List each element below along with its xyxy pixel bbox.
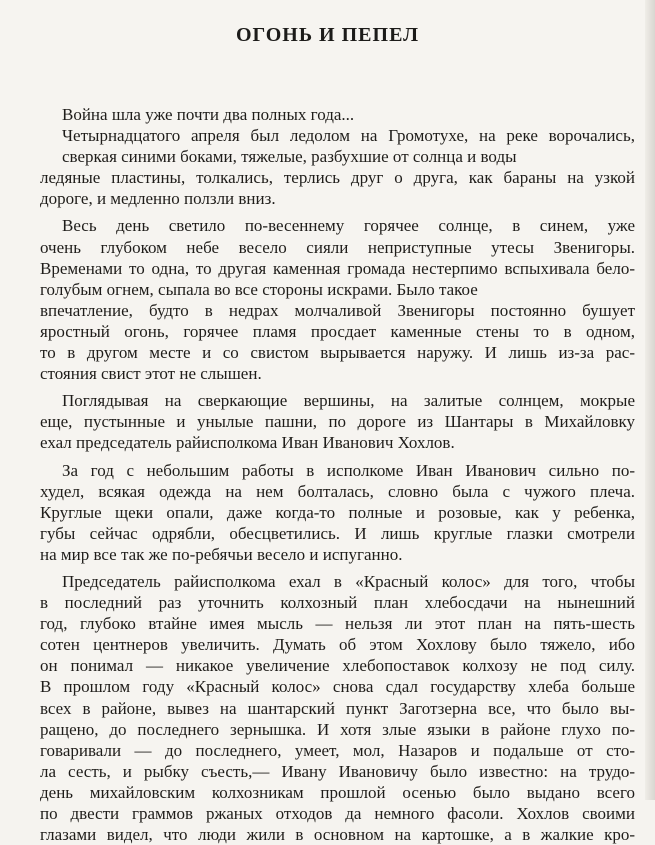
text-line: Круглые щеки опали, даже когда-то полные и розовые, как у ребенка, xyxy=(40,502,635,522)
text-line: ехал председатель райисполкома Иван Иванович Хохлов. xyxy=(40,433,455,453)
text-line: Председатель райисполкома ехал в «Красный колос» для того, чтобы xyxy=(62,571,635,591)
text-line: ла сесть, и рыбку съесть,— Ивану Ивановичу было известно: на трудо- xyxy=(40,761,635,781)
text-line: Война шла уже почти два полных года... xyxy=(62,105,355,124)
chapter-title: ОГОНЬ И ПЕПЕЛ xyxy=(235,24,420,46)
text-line: За год с небольшим работы в исполкоме Иван Иванович сильно по- xyxy=(62,460,635,480)
text-line: дороге, и медленно ползли вниз. xyxy=(40,189,276,209)
chapter-body-text xyxy=(40,104,635,845)
text-line: говаривали — до последнего, умеет, мол, Назаров и подальше от сто- xyxy=(40,740,635,760)
text-line: впечатление, будто в недрах молчаливой Звенигоры постоянно бушует xyxy=(40,300,635,320)
text-line: худел, всякая одежда на нем болталась, словно была с чужого плеча. xyxy=(40,481,635,501)
text-line: год, глубоко втайне имея мысль — нельзя ли этот план на пять-шесть xyxy=(40,614,635,634)
text-line: по двести граммов ржаных отходов да немного фасоли. Хохлов своими xyxy=(40,804,635,823)
text-line: яростный огонь, горячее пламя просдает каменные стены то в одном, xyxy=(40,321,635,341)
text-line: губы сейчас одрябли, обесцветились. И лишь круглые глазки смотрели xyxy=(40,523,635,543)
text-line: день михайловским колхозникам прошлой осенью было выдано всего xyxy=(40,782,635,802)
text-line: Поглядывая на сверкающие вершины, на залитые солнцем, мокрые xyxy=(62,391,635,411)
text-line: В прошлом году «Красный колос» снова сдал государству хлеба больше xyxy=(40,677,635,697)
text-line: всех в районе, вывез на шантарский пункт Заготзерна все, что было вы- xyxy=(40,698,635,718)
text-line: в последний раз уточнить колхозный план хлебосдачи на нынешний xyxy=(40,593,635,613)
text-line: то в другом месте и со свистом вырывается наружу. И лишь из-за рас- xyxy=(40,343,635,363)
text-line: ледяные пластины, толкались, терлись друг о друга, как бараны на узкой xyxy=(40,168,635,188)
text-line: очень глубоком небе весело сияли неприступные утесы Звенигоры. xyxy=(40,237,635,257)
text-line: глазами видел, что люди жили в основном на картошке, а в жалкие кро- xyxy=(40,825,635,845)
scan-edge-shadow xyxy=(645,0,655,800)
text-line: Четырнадцатого апреля был ледолом на Громотухе, на реке ворочались, сверкая синими боками, тяжелые, разбухшие от солнца и воды xyxy=(62,126,635,167)
text-line: ращено, до последнего зернышка. И хотя злые языки в районе глухо по- xyxy=(40,719,635,739)
text-line: на мир все так же по-ребячьи весело и испуганно. xyxy=(40,544,403,564)
text-line: стояния свист этот не слышен. xyxy=(40,364,262,384)
text-line: Весь день светило по-весеннему горячее солнце, в синем, уже xyxy=(62,216,635,236)
text-line: Временами то одна, то другая каменная громада нестерпимо вспыхивала бело-голубым огнем, сыпала во все стороны искрами. Было такое xyxy=(40,258,635,299)
text-line: сотен центнеров увеличить. Думать об этом Хохлову было тяжело, ибо xyxy=(40,635,635,655)
text-line: он понимал — никакое увеличение хлебопоставок колхозу не под силу. xyxy=(40,656,635,676)
text-line: еще, пустынные и унылые пашни, по дороге из Шантары в Михайловку xyxy=(40,412,635,432)
